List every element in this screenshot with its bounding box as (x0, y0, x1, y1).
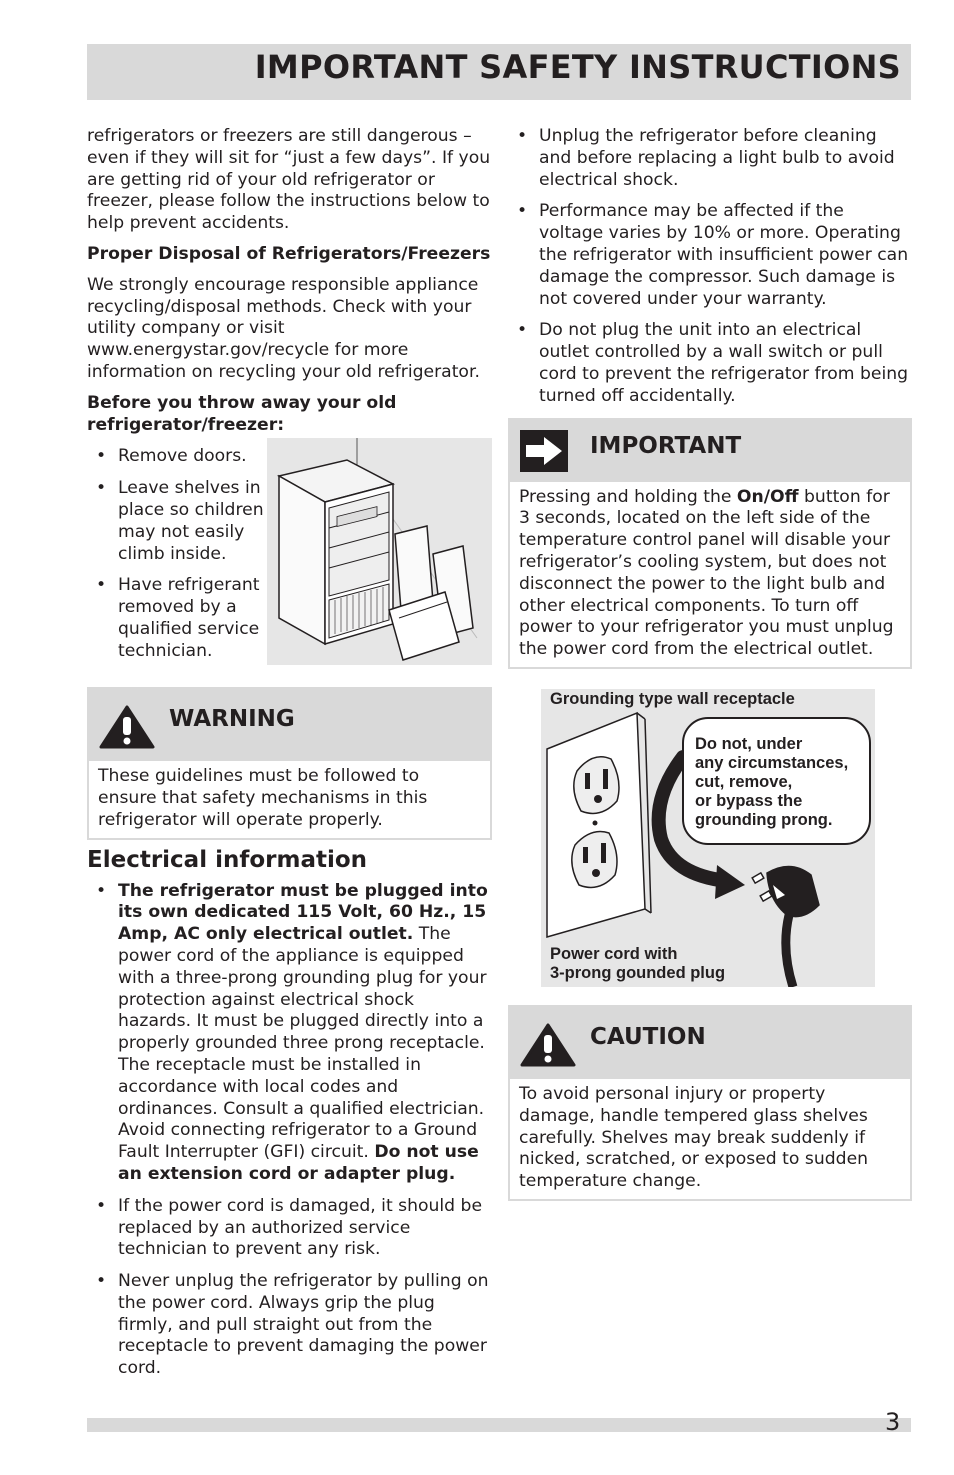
disposal-text: We strongly encourage responsible appliance recycling/disposal methods. Check with your utility company or visit www.energystar.gov/recycle for more information on recycling your old refrigerator. (87, 274, 480, 382)
list-item: • Have refrigerant removed by a qualified service technician. (87, 575, 267, 662)
on-off-label: On/Off (736, 486, 799, 507)
extension-cord-warning: Do not use an extension cord or adapter plug. (118, 1142, 479, 1184)
bubble-line: Do not, under (695, 734, 803, 753)
bubble-line: grounding prong. (695, 810, 833, 829)
important-text-end: button for 3 seconds, located on the left side of the temperature control panel will disable your refrigerator’s cooling system, but does not disconnect the power to the light bulb and other electrical components. To turn off power to your refrigerator you must unplug the power cord from the electrical outlet. (519, 486, 894, 660)
list-item: • If the power cord is damaged, it should be replaced by an authorized service technician to prevent any risk. (87, 1196, 492, 1261)
electrical-details: The power cord of the appliance is equipped with a three-prong grounding plug for your protection against electrical shock hazards. It must be plugged directly into a properly grounded three prong receptacle. The receptacle must be installed in accordance with local codes and ordinances. Consult a qualified electrician. Avoid connecting refrigerator to a Ground Fault Interrupter (GFI) circuit. (118, 924, 487, 1163)
throw-away-list (87, 446, 267, 672)
list-item: • Do not plug the unit into an electrical outlet controlled by a wall switch or pull cord to prevent the refrigerator from being turned off accidentally. (508, 320, 912, 407)
list-item: • Remove doors. (87, 446, 267, 468)
refrigerator-doors-removed-icon (267, 438, 492, 665)
throw-away-block (87, 438, 492, 667)
bubble-line: or bypass the (695, 791, 803, 810)
important-text-start: Pressing and holding the (519, 486, 737, 507)
bubble-line: any circumstances, (695, 753, 849, 772)
right-column (508, 126, 912, 1201)
electrical-outlet-requirement: The refrigerator must be plugged into its own dedicated 115 Volt, 60 Hz., 15 Amp, AC only electrical outlet. (118, 880, 488, 945)
warning-triangle-icon (99, 705, 155, 749)
page-number: 3 (885, 1408, 901, 1436)
warning-header (89, 689, 490, 761)
disposal-heading: Proper Disposal of Refrigerators/Freezers (87, 243, 491, 264)
footer-bar (87, 1418, 911, 1432)
caption-line: Power cord with (550, 944, 678, 963)
warning-callout (87, 687, 492, 839)
header-bar (87, 44, 911, 100)
caution-triangle-icon (520, 1023, 576, 1067)
figure-title: Grounding type wall receptacle (550, 689, 795, 708)
important-title: IMPORTANT (590, 432, 742, 459)
refrigerator-illustration (267, 438, 492, 665)
caution-header (510, 1007, 910, 1079)
intro-text: refrigerators or freezers are still dangerous – even if they will sit for “just a few days”. If you are getting rid of your old refrigerator or freezer, please follow the instructions below to help prevent accidents. (87, 126, 491, 234)
page-title: IMPORTANT SAFETY INSTRUCTIONS (254, 48, 901, 86)
power-cord-caption (550, 945, 725, 983)
caption-line: 3-prong gounded plug (550, 963, 726, 982)
list-item: • Unplug the refrigerator before cleaning and before replacing a light bulb to avoid electrical shock. (508, 126, 912, 191)
list-item: • Performance may be affected if the voltage varies by 10% or more. Operating the refrigerator with insufficient power can damage the compressor. Such damage is not covered under your warranty. (508, 201, 912, 310)
important-text (510, 482, 910, 667)
warning-title: WARNING (169, 706, 295, 733)
caution-callout (508, 1005, 912, 1201)
throw-away-heading: Before you throw away your old refrigerator/freezer: (87, 392, 397, 435)
important-header (510, 420, 910, 482)
grounding-prong-warning-bubble (682, 717, 871, 845)
list-item (87, 881, 492, 1186)
caution-title: CAUTION (590, 1023, 706, 1050)
power-safety-list (508, 126, 912, 408)
list-item: • Never unplug the refrigerator by pulling on the power cord. Always grip the plug firmly, and pull straight out from the receptacle to prevent damaging the power cord. (87, 1271, 492, 1380)
important-callout (508, 418, 912, 669)
electrical-title: Electrical information (87, 846, 368, 873)
electrical-list (87, 881, 492, 1381)
caution-text: To avoid personal injury or property damage, handle tempered glass shelves carefully. Shelves may break suddenly if nicked, scratched, or exposed to sudden temperature change. (519, 1083, 869, 1192)
grounding-receptacle-figure (541, 689, 875, 987)
left-column (87, 126, 492, 1390)
arrow-right-icon (520, 430, 568, 472)
list-item: • Leave shelves in place so children may not easily climb inside. (87, 478, 267, 565)
warning-text: These guidelines must be followed to ensure that safety mechanisms in this refrigerator will operate properly. (98, 766, 428, 830)
bubble-line: cut, remove, (695, 772, 793, 791)
